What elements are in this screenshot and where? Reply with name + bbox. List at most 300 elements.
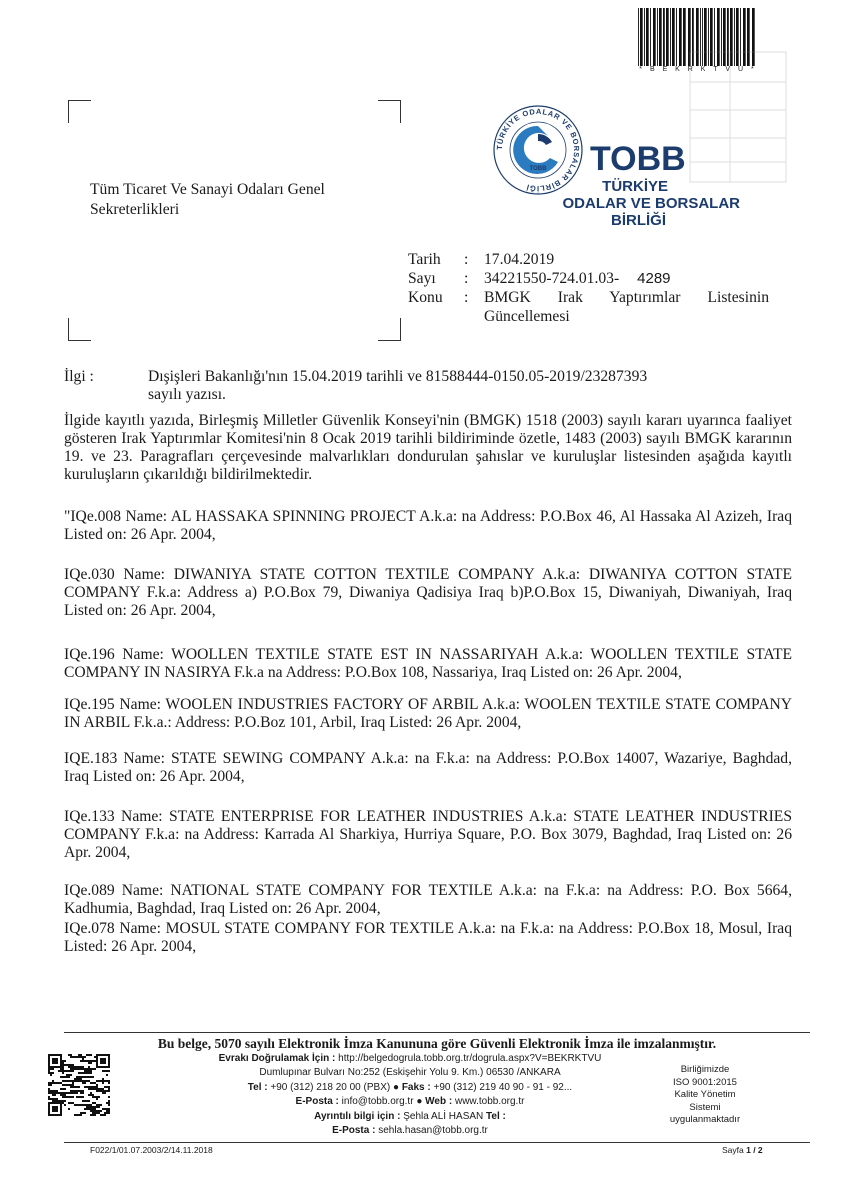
qr-module <box>84 1108 86 1110</box>
recipient <box>90 180 325 220</box>
verify-label: Evrakı Doğrulamak İçin : <box>218 1053 336 1064</box>
qr-module <box>72 1068 74 1070</box>
reference-line-1: Dışişleri Bakanlığı'nın 15.04.2019 tarihli ve 81588444-0150.05-2019/23287393 <box>148 368 648 385</box>
qr-module <box>78 1072 80 1074</box>
qr-module <box>48 1068 50 1070</box>
qr-module <box>86 1108 88 1110</box>
qr-module <box>104 1070 106 1072</box>
qr-module <box>108 1096 110 1098</box>
qr-module <box>64 1060 66 1062</box>
qr-module <box>68 1108 70 1110</box>
qr-module <box>106 1102 108 1104</box>
qr-module <box>84 1070 86 1072</box>
qr-module <box>82 1096 84 1098</box>
qr-module <box>72 1080 74 1082</box>
qr-module <box>78 1054 80 1056</box>
qr-module <box>76 1068 78 1070</box>
qr-module <box>78 1090 80 1092</box>
qr-module <box>66 1064 68 1066</box>
qr-module <box>100 1080 102 1082</box>
qr-module <box>96 1080 98 1082</box>
reference-label: İlgi : <box>64 368 94 385</box>
logo-inner-text: TOBB <box>529 166 547 172</box>
qr-module <box>74 1078 76 1080</box>
qr-module <box>88 1066 90 1068</box>
qr-module <box>92 1082 94 1084</box>
qr-module <box>96 1098 98 1100</box>
qr-module <box>82 1058 84 1060</box>
qr-module <box>86 1060 88 1062</box>
qr-module <box>90 1076 92 1078</box>
qr-module <box>86 1080 88 1082</box>
qr-module <box>104 1080 106 1082</box>
qr-module <box>68 1054 70 1056</box>
qr-module <box>102 1092 104 1094</box>
qr-module <box>66 1074 68 1076</box>
qr-module <box>102 1090 104 1092</box>
qr-module <box>86 1100 88 1102</box>
qr-module <box>68 1064 70 1066</box>
qr-module <box>82 1112 84 1114</box>
qr-module <box>68 1066 70 1068</box>
qr-module <box>82 1080 84 1082</box>
qr-module <box>84 1100 86 1102</box>
qr-module <box>58 1100 60 1102</box>
tel-value: +90 (312) 218 20 00 (PBX) <box>270 1081 391 1093</box>
qr-module <box>76 1092 78 1094</box>
qr-module <box>72 1092 74 1094</box>
date-label: Tarih <box>408 251 441 268</box>
qr-module <box>88 1094 90 1096</box>
contact-email-label: E-Posta : <box>332 1125 376 1137</box>
qr-module <box>84 1082 86 1084</box>
qr-module <box>66 1096 68 1098</box>
qr-module <box>88 1060 90 1062</box>
qr-module <box>60 1094 62 1096</box>
qr-module <box>102 1114 104 1116</box>
qr-module <box>102 1082 104 1084</box>
page-label: Sayfa <box>722 1145 744 1155</box>
qr-module <box>82 1092 84 1094</box>
qr-module <box>98 1080 100 1082</box>
qr-module <box>78 1076 80 1078</box>
qr-module <box>80 1112 82 1114</box>
qr-module <box>70 1096 72 1098</box>
esign-notice: Bu belge, 5070 sayılı Elektronik İmza Kanununa göre Güvenli Elektronik İmza ile imzalanmıştır. <box>157 1036 717 1051</box>
entry-iqe-008: "IQe.008 Name: AL HASSAKA SPINNING PROJECT A.k.a: na Address: P.O.Box 46, Al Hassaka Al Azizeh, Iraq Listed on: 26 Apr. 2004, <box>64 508 792 543</box>
qr-module <box>88 1076 90 1078</box>
qr-module <box>72 1064 74 1066</box>
qr-module <box>82 1068 84 1070</box>
qr-module <box>78 1086 80 1088</box>
qr-module <box>80 1096 82 1098</box>
qr-module <box>90 1088 92 1090</box>
qr-module <box>74 1068 76 1070</box>
qr-module <box>90 1054 92 1056</box>
entry-iqe-089: IQe.089 Name: NATIONAL STATE COMPANY FOR TEXTILE A.k.a: na F.k.a: na Address: P.O. Box 5664, Kadhumia, Baghdad, Iraq Listed on: 26 Apr. 2004, <box>64 882 792 917</box>
qr-module <box>68 1092 70 1094</box>
qr-module <box>52 1058 58 1064</box>
qr-module <box>86 1072 88 1074</box>
qr-module <box>56 1090 58 1092</box>
qr-module <box>52 1092 54 1094</box>
qr-module <box>80 1060 82 1062</box>
qr-module <box>98 1104 100 1106</box>
phone-line: Tel : +90 (312) 218 20 00 (PBX) ● Faks : +90 (312) 219 40 90 - 91 - 92... <box>247 1081 573 1093</box>
tel-label: Tel : <box>247 1081 268 1093</box>
qr-module <box>56 1092 58 1094</box>
qr-module <box>84 1068 86 1070</box>
qr-module <box>62 1070 64 1072</box>
meta-subject-row <box>408 288 769 326</box>
qr-module <box>108 1090 110 1092</box>
qr-module <box>88 1106 90 1108</box>
qr-module <box>66 1084 68 1086</box>
qr-module <box>74 1114 76 1116</box>
meta-date-row <box>408 250 769 269</box>
reference-line-2: sayılı yazısı. <box>148 386 226 403</box>
qr-module <box>52 1090 54 1092</box>
qr-module <box>100 1110 102 1112</box>
qr-module <box>72 1070 74 1072</box>
qr-module <box>70 1090 72 1092</box>
qr-module <box>60 1068 62 1070</box>
qr-module <box>88 1068 90 1070</box>
qr-module <box>48 1092 50 1094</box>
qr-module <box>80 1092 82 1094</box>
entry-iqe-195: IQe.195 Name: WOOLEN INDUSTRIES FACTORY OF ARBIL A.k.a: WOOLEN TEXTILE STATE COMPANY IN ARBIL F.k.a.: Address: P.O.Boz 101, Arbil, Iraq Listed: 26 Apr. 2004, <box>64 696 792 731</box>
qr-module <box>58 1070 60 1072</box>
qr-module <box>52 1080 54 1082</box>
qr-module <box>52 1106 58 1112</box>
barcode-code: * B E K R K T V U * <box>639 66 757 73</box>
fax-label: Faks : <box>401 1081 431 1093</box>
qr-module <box>84 1072 86 1074</box>
qr-module <box>58 1092 60 1094</box>
qr-module <box>72 1102 74 1104</box>
qr-module <box>66 1076 68 1078</box>
meta-block <box>408 250 769 326</box>
qr-module <box>76 1114 78 1116</box>
tobb-wordmark: TOBB <box>590 140 686 178</box>
web-value[interactable]: www.tobb.org.tr <box>454 1096 525 1108</box>
web-label: Web : <box>425 1096 453 1108</box>
qr-module <box>82 1072 84 1074</box>
qr-module <box>50 1074 52 1076</box>
qr-module <box>86 1054 88 1056</box>
qr-module <box>82 1100 84 1102</box>
address-corner-top-left <box>68 100 91 123</box>
iso-note <box>650 1064 760 1127</box>
date-value: 17.04.2019 <box>484 251 555 268</box>
qr-module <box>88 1086 90 1088</box>
qr-module <box>82 1076 84 1078</box>
qr-module <box>52 1100 54 1102</box>
qr-module <box>102 1070 104 1072</box>
qr-module <box>94 1110 96 1112</box>
qr-module <box>96 1086 98 1088</box>
qr-module <box>54 1090 56 1092</box>
entry-iqe-078: IQe.078 Name: MOSUL STATE COMPANY FOR TEXTILE A.k.a: na F.k.a: na Address: P.O.Box 18, Mosul, Iraq Listed: 26 Apr. 2004, <box>64 920 792 955</box>
qr-module <box>96 1112 98 1114</box>
qr-module <box>66 1080 68 1082</box>
qr-module <box>74 1080 76 1082</box>
qr-module <box>48 1090 50 1092</box>
qr-module <box>62 1088 64 1090</box>
qr-module <box>72 1056 74 1058</box>
qr-module <box>100 1090 102 1092</box>
qr-module <box>72 1086 74 1088</box>
recipient-line-2: Sekreterlikleri <box>90 201 180 218</box>
number-label: Sayı <box>408 270 436 287</box>
qr-module <box>62 1096 64 1098</box>
qr-module <box>94 1082 96 1084</box>
qr-module <box>62 1092 64 1094</box>
qr-module <box>80 1080 82 1082</box>
qr-module <box>84 1076 86 1078</box>
subject-value <box>484 288 769 326</box>
qr-module <box>50 1068 52 1070</box>
qr-module <box>66 1092 68 1094</box>
qr-module <box>108 1112 110 1114</box>
qr-module <box>52 1098 54 1100</box>
qr-module <box>98 1096 100 1098</box>
qr-module <box>94 1112 96 1114</box>
qr-module <box>106 1080 108 1082</box>
qr-module <box>74 1090 76 1092</box>
qr-module <box>92 1114 94 1116</box>
intro-paragraph: İlgide kayıtlı yazıda, Birleşmiş Milletler Güvenlik Konseyi'nin (BMGK) 1518 (2003) sayılı kararı uyarınca faaliyet gösteren Irak Yaptırımlar Komitesi'nin 8 Ocak 2019 tarihli bildiriminde özetle, 1483 (2003) sayılı BMGK kararının 19. ve 23. Paragrafları çerçevesinde malvarlıkları dondurulan şahıslar ve kuruluşlar listesinden aşağıda kayıtlı kuruluşların çıkarıldığı bildirilmektedir. <box>64 412 792 483</box>
qr-module <box>90 1062 92 1064</box>
qr-module <box>76 1086 78 1088</box>
qr-module <box>108 1110 110 1112</box>
qr-module <box>88 1080 90 1082</box>
qr-module <box>98 1110 100 1112</box>
qr-module <box>52 1082 54 1084</box>
qr-module <box>92 1088 94 1090</box>
contact-email-value[interactable]: sehla.hasan@tobb.org.tr <box>378 1125 488 1137</box>
qr-module <box>96 1090 98 1092</box>
qr-module <box>72 1084 74 1086</box>
reference-block <box>64 368 794 404</box>
qr-module <box>62 1100 64 1102</box>
qr-module <box>76 1080 78 1082</box>
qr-module <box>56 1082 58 1084</box>
entry-iqe-183: IQE.183 Name: STATE SEWING COMPANY A.k.a: na F.k.a: na Address: P.O.Box 14007, Wazariye, Baghdad, Iraq Listed on: 26 Apr. 2004, <box>64 750 792 785</box>
footer-bottom-divider <box>64 1142 810 1143</box>
qr-module <box>82 1066 84 1068</box>
qr-module <box>80 1090 82 1092</box>
verify-line <box>140 1052 680 1066</box>
qr-module <box>62 1060 64 1062</box>
qr-module <box>68 1080 70 1082</box>
qr-module <box>70 1086 72 1088</box>
iso-line: uygulanmaktadır <box>669 1114 741 1125</box>
qr-module <box>104 1086 106 1088</box>
qr-module <box>50 1092 52 1094</box>
footer-divider <box>64 1032 810 1033</box>
verify-url[interactable]: http://belgedogrula.tobb.org.tr/dogrula.aspx?V=BEKRKTVU <box>338 1053 602 1064</box>
qr-module <box>92 1096 94 1098</box>
qr-module <box>64 1100 66 1102</box>
qr-module <box>88 1100 90 1102</box>
qr-module <box>50 1090 52 1092</box>
qr-module <box>70 1074 72 1076</box>
qr-module <box>92 1110 94 1112</box>
qr-module <box>48 1088 50 1090</box>
qr-module <box>68 1096 70 1098</box>
qr-module <box>92 1060 94 1062</box>
subject-label: Konu <box>408 289 443 306</box>
reference-text <box>148 368 647 404</box>
qr-module <box>88 1070 90 1072</box>
qr-module <box>108 1082 110 1084</box>
qr-module <box>90 1106 92 1108</box>
org-line-3: BİRLİĞİ <box>611 212 666 229</box>
qr-module <box>62 1072 64 1074</box>
qr-module <box>70 1068 72 1070</box>
qr-module <box>92 1108 94 1110</box>
email-web-line: E-Posta : info@tobb.org.tr ● Web : www.tobb.org.tr <box>295 1096 525 1108</box>
qr-module <box>98 1088 100 1090</box>
qr-module <box>104 1090 106 1092</box>
qr-module <box>76 1104 78 1106</box>
qr-module <box>84 1112 86 1114</box>
qr-module <box>94 1102 96 1104</box>
entry-iqe-133: IQe.133 Name: STATE ENTERPRISE FOR LEATHER INDUSTRIES A.k.a: STATE LEATHER INDUSTRIES COMPANY F.k.a: na Address: Karrada Al Sharkiya, Hurriya Square, P.O. Box 3079, Baghdad, Iraq Listed on: 26 Apr. 2004, <box>64 808 792 861</box>
qr-module <box>102 1108 104 1110</box>
qr-module <box>68 1074 70 1076</box>
qr-module <box>88 1088 90 1090</box>
qr-module <box>80 1056 82 1058</box>
qr-module <box>92 1102 94 1104</box>
qr-module <box>78 1078 80 1080</box>
qr-module <box>48 1084 50 1086</box>
qr-module <box>56 1100 58 1102</box>
qr-module <box>78 1056 80 1058</box>
qr-module <box>74 1092 76 1094</box>
qr-module <box>100 1058 106 1064</box>
email-value[interactable]: info@tobb.org.tr <box>341 1096 414 1108</box>
qr-module <box>50 1072 52 1074</box>
qr-module <box>84 1056 86 1058</box>
iso-line: Kalite Yönetim <box>674 1089 736 1100</box>
qr-module <box>54 1100 56 1102</box>
qr-module <box>80 1072 82 1074</box>
qr-module <box>96 1106 98 1108</box>
qr-module <box>70 1092 72 1094</box>
qr-module <box>64 1092 66 1094</box>
qr-module <box>102 1080 104 1082</box>
qr-module <box>96 1088 98 1090</box>
qr-module <box>72 1066 74 1068</box>
iso-line: Birliğimizde <box>680 1064 730 1075</box>
qr-module <box>86 1106 88 1108</box>
address-corner-bottom-right <box>378 318 401 341</box>
qr-module <box>108 1088 110 1090</box>
qr-module <box>66 1070 68 1072</box>
qr-module <box>108 1108 110 1110</box>
qr-module <box>70 1084 72 1086</box>
qr-module <box>94 1086 96 1088</box>
qr-module <box>76 1076 78 1078</box>
qr-module <box>96 1104 98 1106</box>
page-indicator <box>722 1145 763 1155</box>
qr-module <box>64 1084 66 1086</box>
qr-module <box>52 1068 54 1070</box>
qr-module <box>76 1090 78 1092</box>
qr-module <box>80 1104 82 1106</box>
qr-module <box>82 1056 84 1058</box>
iso-line: Sistemi <box>689 1101 721 1113</box>
qr-module <box>48 1072 50 1074</box>
qr-module <box>106 1112 108 1114</box>
qr-module <box>62 1084 64 1086</box>
qr-module <box>70 1066 72 1068</box>
meta-number-row <box>408 269 769 288</box>
qr-module <box>64 1080 66 1082</box>
qr-module <box>72 1096 74 1098</box>
qr-module <box>94 1108 96 1110</box>
qr-module <box>72 1082 74 1084</box>
qr-code <box>48 1054 110 1116</box>
qr-module <box>96 1110 98 1112</box>
qr-module <box>106 1070 108 1072</box>
qr-module <box>76 1096 78 1098</box>
address-corner-bottom-left <box>68 318 91 341</box>
qr-module <box>80 1068 82 1070</box>
qr-module <box>64 1088 66 1090</box>
qr-module <box>70 1056 72 1058</box>
qr-module <box>62 1068 64 1070</box>
org-line-1: TÜRKİYE <box>602 178 668 195</box>
qr-module <box>78 1096 80 1098</box>
qr-module <box>60 1082 62 1084</box>
qr-module <box>86 1076 88 1078</box>
qr-module <box>74 1066 76 1068</box>
contact-email-line <box>140 1124 680 1138</box>
qr-module <box>68 1076 70 1078</box>
qr-module <box>48 1070 50 1072</box>
qr-module <box>80 1054 82 1056</box>
qr-module <box>78 1068 80 1070</box>
qr-module <box>102 1088 104 1090</box>
qr-module <box>92 1068 94 1070</box>
colon: : <box>464 270 469 287</box>
qr-module <box>78 1104 80 1106</box>
qr-module <box>106 1110 108 1112</box>
qr-module <box>90 1086 92 1088</box>
qr-module <box>106 1090 108 1092</box>
subject-line-2: Güncellemesi <box>484 308 570 325</box>
qr-module <box>50 1084 52 1086</box>
qr-module <box>76 1066 78 1068</box>
qr-module <box>108 1070 110 1072</box>
qr-module <box>82 1090 84 1092</box>
qr-module <box>62 1066 64 1068</box>
qr-module <box>94 1068 96 1070</box>
qr-module <box>64 1094 66 1096</box>
entry-iqe-196: IQe.196 Name: WOOLLEN TEXTILE STATE EST IN NASSARIYAH A.k.a: WOOLLEN TEXTILE STATE COMPANY IN NASIRYA F.k.a na Address: P.O.Box 108, Nassariya, Iraq Listed on: 26 Apr. 2004, <box>64 646 792 681</box>
qr-module <box>88 1108 90 1110</box>
qr-module <box>92 1094 94 1096</box>
qr-module <box>96 1084 98 1086</box>
qr-module <box>50 1082 52 1084</box>
qr-module <box>94 1060 96 1062</box>
qr-module <box>68 1102 70 1104</box>
qr-module <box>88 1054 90 1056</box>
qr-module <box>92 1112 94 1114</box>
